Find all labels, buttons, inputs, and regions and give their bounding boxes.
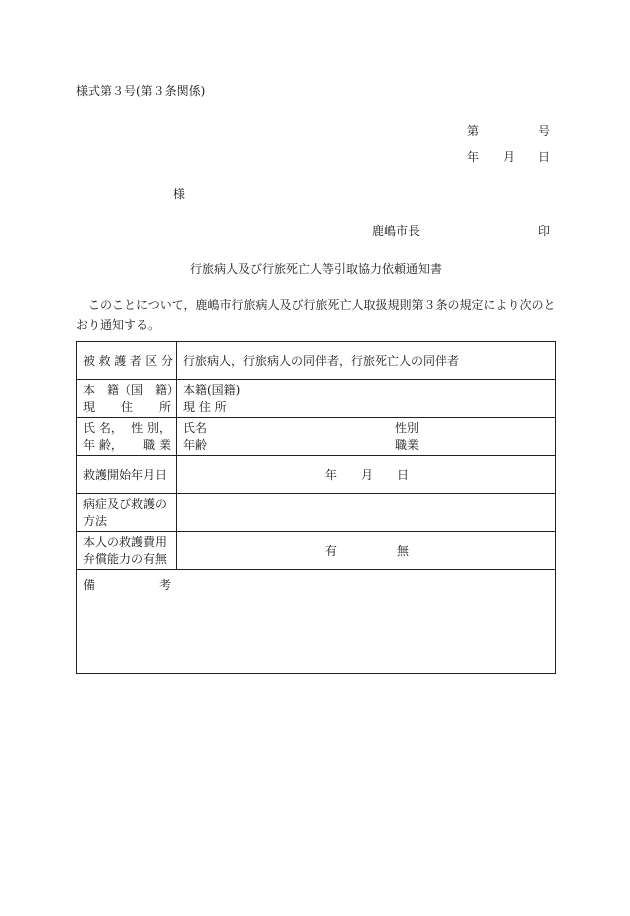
addressee-honorific: 様 — [173, 187, 186, 201]
row-domicile — [77, 380, 555, 418]
domicile-value-address: 現 住 所 — [183, 400, 227, 414]
payment-no: 無 — [397, 544, 410, 558]
domicile-label-ju: 住 — [120, 400, 133, 414]
date-day: 日 — [538, 150, 551, 164]
personal-label-line-2 — [83, 438, 171, 452]
category-value: 行旅病人，行旅病人の同伴者，行旅死亡人の同伴者 — [183, 354, 460, 368]
rescue-date-label: 救護開始年月日 — [83, 468, 168, 482]
category-label-text: 被救護者区分 — [83, 354, 177, 368]
personal-occupation-label: 職業 — [395, 438, 420, 452]
issuer-seal: 印 — [538, 224, 551, 238]
illness-label-line-1: 病症及び救護の — [83, 497, 168, 511]
remarks-label — [83, 578, 171, 592]
personal-name-label: 氏名 — [183, 421, 208, 435]
remarks-label-bi: 備 — [83, 578, 96, 592]
rescue-date-day: 日 — [397, 468, 410, 482]
personal-label-sex: 性 別， — [131, 421, 171, 435]
domicile-label-line-2 — [83, 400, 171, 414]
row-payment — [77, 532, 555, 570]
domicile-label-sho: 所 — [158, 400, 171, 414]
body-line-1: このことについて，鹿嶋市行旅病人及び行旅死亡人取扱規則第３条の規定により次のと — [88, 298, 556, 312]
doc-number-prefix: 第 — [467, 124, 480, 138]
doc-number-suffix: 号 — [538, 124, 551, 138]
payment-label-line-2: 弁償能力の有無 — [83, 552, 168, 566]
personal-label-occupation: 職 業 — [143, 438, 171, 452]
category-value-cell — [177, 342, 555, 379]
row-category — [77, 342, 555, 380]
date-year: 年 — [467, 150, 480, 164]
row-rescue-date — [77, 456, 555, 494]
domicile-label-honseki: 本 籍 — [83, 383, 120, 397]
body-line-2: おり通知する。 — [76, 318, 161, 332]
payment-label-line-1: 本人の救護費用 — [83, 535, 168, 549]
row-remarks — [77, 570, 555, 673]
domicile-value-cell — [177, 380, 555, 417]
rescue-date-label-cell — [77, 456, 177, 493]
rescue-date-value-cell — [177, 456, 555, 493]
row-personal — [77, 418, 555, 456]
form-number: 様式第３号(第３条関係) — [76, 84, 206, 98]
domicile-label-gen: 現 — [83, 400, 96, 414]
issuer-name: 鹿嶋市長 — [372, 224, 421, 238]
document-title: 行旅病人及び行旅死亡人等引取協力依頼通知書 — [190, 262, 443, 276]
domicile-label-line-1 — [83, 383, 180, 397]
row-illness — [77, 494, 555, 532]
personal-sex-label: 性別 — [395, 421, 420, 435]
domicile-label-cell — [77, 380, 180, 417]
domicile-label-kokuseki: （国 籍） — [119, 383, 180, 397]
personal-label-name: 氏 名， — [83, 421, 123, 435]
payment-yes: 有 — [325, 544, 338, 558]
personal-label-line-1 — [83, 421, 171, 435]
personal-label-cell — [77, 418, 177, 455]
date-month: 月 — [503, 150, 516, 164]
illness-label-line-2: 方法 — [83, 514, 108, 528]
remarks-label-ko: 考 — [158, 578, 171, 592]
category-label — [83, 354, 177, 368]
personal-age-label: 年齢 — [183, 438, 208, 452]
domicile-value-honseki: 本籍(国籍) — [183, 383, 241, 397]
rescue-date-year: 年 — [325, 468, 338, 482]
payment-label-cell — [77, 532, 177, 569]
personal-label-age: 年 齢， — [83, 438, 123, 452]
form-table — [76, 341, 556, 674]
payment-value-cell — [177, 532, 555, 569]
personal-value-cell — [177, 418, 555, 455]
illness-label-cell — [77, 494, 177, 531]
category-label-cell — [77, 342, 177, 379]
illness-value-cell — [177, 494, 555, 531]
rescue-date-month: 月 — [361, 468, 374, 482]
